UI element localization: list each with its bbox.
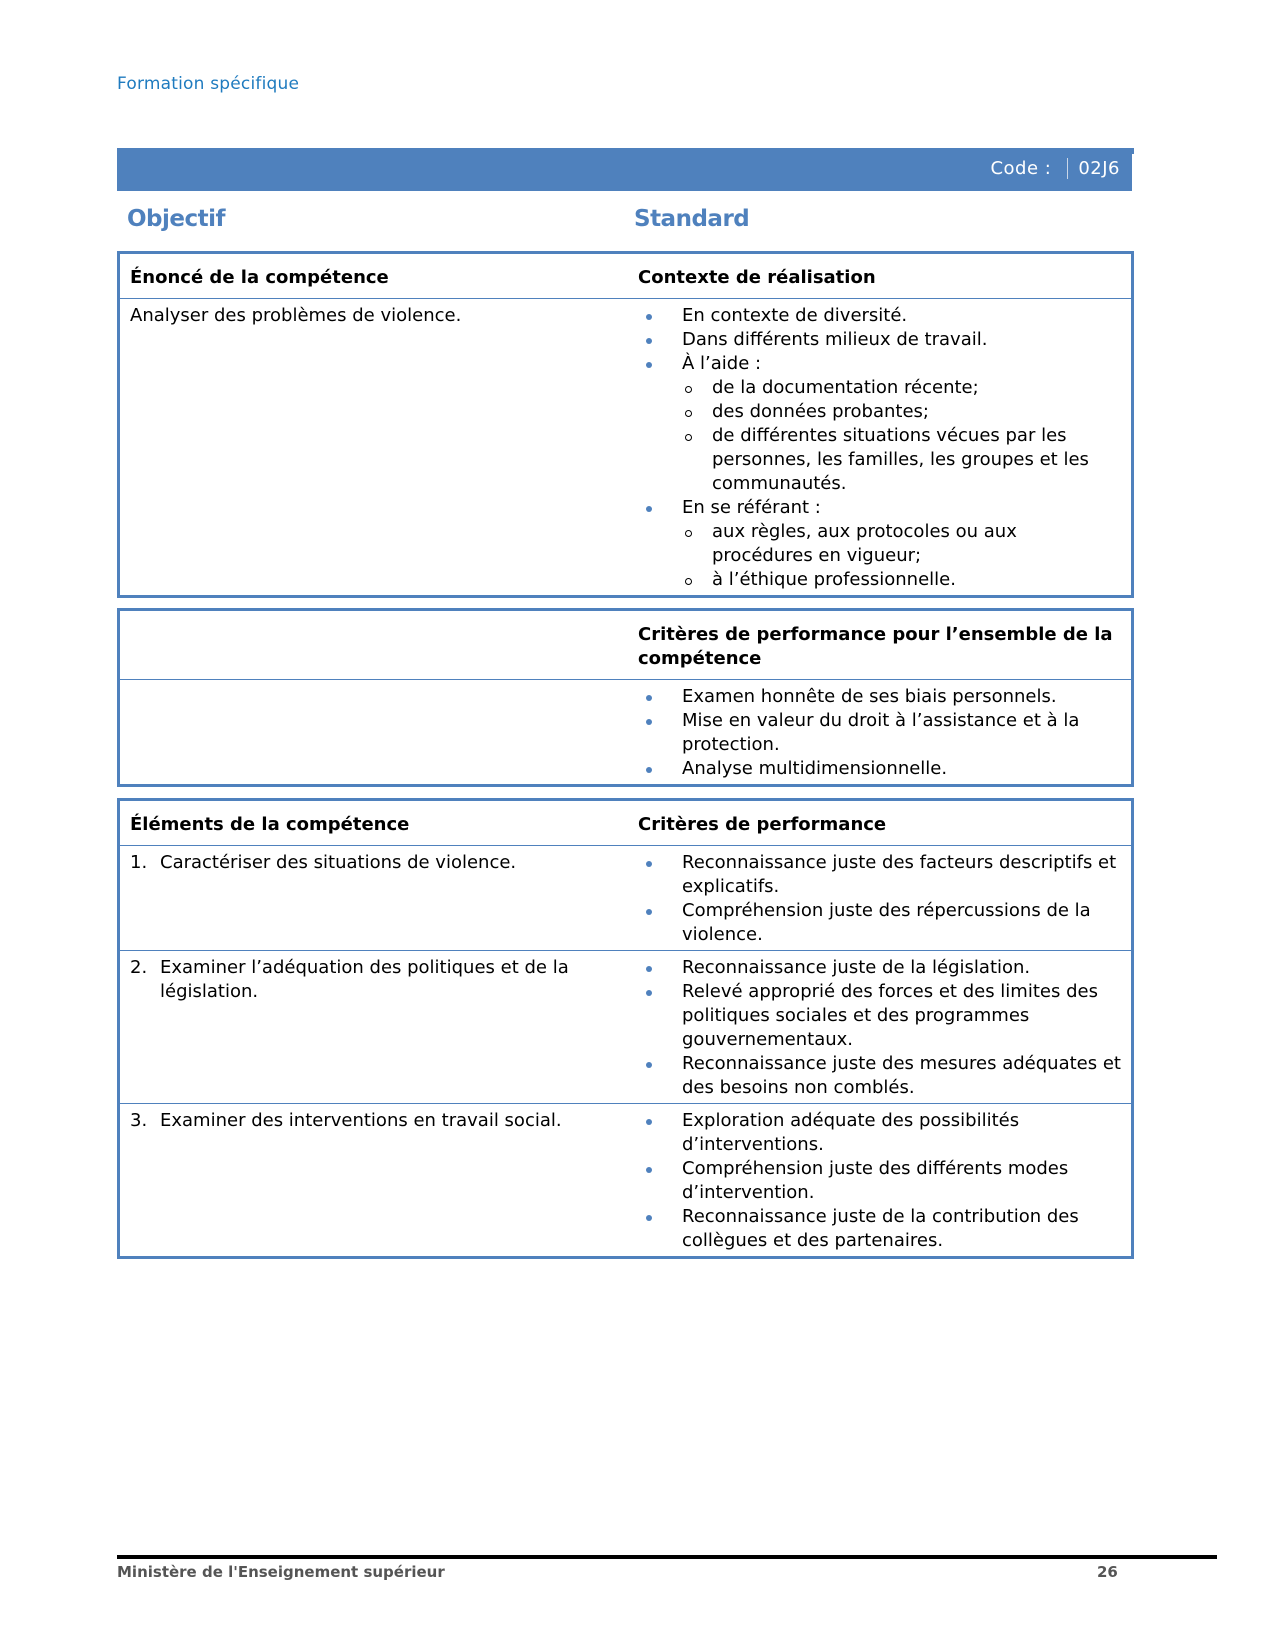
sub-list: [682, 520, 1121, 592]
list-item: Reconnaissance juste des mesures adéquates et des besoins non comblés.: [638, 1052, 1121, 1100]
empty-header: [119, 610, 629, 680]
sub-list-item: à l’éthique professionnelle.: [682, 568, 1121, 592]
elements-header: Éléments de la compétence: [130, 814, 410, 835]
footer-divider: [117, 1555, 1217, 1559]
table-row: [119, 1104, 1133, 1258]
banner-edge: [1132, 154, 1134, 191]
list-item: Reconnaissance juste de la contribution des collègues et des partenaires.: [638, 1205, 1121, 1253]
element-text: Examiner l’adéquation des politiques et de la législation.: [160, 957, 569, 1002]
competency-elements-table: [117, 798, 1134, 1259]
code-label: Code :: [990, 158, 1052, 179]
element-item: 2. Examiner l’adéquation des politiques et de la législation.: [130, 957, 569, 1002]
list-item: Analyse multidimensionnelle.: [638, 757, 1121, 781]
section-title-standard: Standard: [634, 206, 750, 232]
performance-criteria-header: Critères de performance: [638, 814, 887, 835]
table-header-row: [119, 610, 1133, 680]
context-cell: [628, 299, 1133, 597]
table-header-row: [119, 253, 1133, 299]
list-item: Mise en valeur du droit à l’assistance et à la protection.: [638, 709, 1121, 757]
statement-header: Énoncé de la compétence: [130, 267, 389, 288]
competency-statement-table: [117, 251, 1134, 598]
table-row: [119, 951, 1133, 1104]
table-row: [119, 299, 1133, 597]
list-item: Examen honnête de ses biais personnels.: [638, 685, 1121, 709]
element-item: 1. Caractériser des situations de violence.: [130, 852, 517, 873]
competency-statement: Analyser des problèmes de violence.: [119, 299, 629, 597]
overall-criteria-table: [117, 608, 1134, 787]
list-item: Relevé approprié des forces et des limites des politiques sociales et des programmes gouvernementaux.: [638, 980, 1121, 1052]
sub-list-item: de la documentation récente;: [682, 376, 1121, 400]
criteria-list: [638, 1109, 1121, 1253]
criteria-list: [638, 956, 1121, 1100]
section-title-objectif: Objectif: [127, 206, 226, 232]
table-header-row: [119, 800, 1133, 846]
context-header: Contexte de réalisation: [638, 267, 876, 288]
page-number: 26: [1097, 1563, 1118, 1581]
context-list: [638, 304, 1121, 592]
criteria-list: [638, 851, 1121, 947]
sub-list-item: des données probantes;: [682, 400, 1121, 424]
table-row: [119, 846, 1133, 951]
list-item: Dans différents milieux de travail.: [638, 328, 1121, 352]
list-item: Exploration adéquate des possibilités d’interventions.: [638, 1109, 1121, 1157]
empty-cell: [119, 680, 629, 786]
course-code: [990, 158, 1120, 179]
criteria-list: [638, 685, 1121, 781]
list-item: À l’aide : de la documentation récente; des données probantes; de différentes situations vécues par les personnes, les familles, les groupes et les communautés.: [638, 352, 1121, 496]
list-item: Reconnaissance juste des facteurs descriptifs et explicatifs.: [638, 851, 1121, 899]
footer-publisher: Ministère de l'Enseignement supérieur: [117, 1563, 445, 1581]
sub-list: [682, 376, 1121, 496]
running-header: Formation spécifique: [117, 74, 300, 94]
overall-criteria-cell: [628, 680, 1133, 786]
table-row: [119, 680, 1133, 786]
element-item: 3. Examiner des interventions en travail social.: [130, 1110, 562, 1131]
element-text: Caractériser des situations de violence.: [160, 852, 517, 873]
sub-list-item: de différentes situations vécues par les personnes, les familles, les groupes et les communautés.: [682, 424, 1121, 496]
overall-criteria-header: Critères de performance pour l’ensemble de la compétence: [638, 624, 1113, 669]
sub-list-item: aux règles, aux protocoles ou aux procédures en vigueur;: [682, 520, 1121, 568]
list-item: Compréhension juste des répercussions de la violence.: [638, 899, 1121, 947]
list-item: En se référant : aux règles, aux protocoles ou aux procédures en vigueur; à l’éthique professionnelle.: [638, 496, 1121, 592]
code-banner: [117, 148, 1134, 191]
element-text: Examiner des interventions en travail social.: [160, 1110, 562, 1131]
list-item: En contexte de diversité.: [638, 304, 1121, 328]
code-value: 02J6: [1067, 158, 1120, 179]
list-item: Compréhension juste des différents modes d’intervention.: [638, 1157, 1121, 1205]
list-item: Reconnaissance juste de la législation.: [638, 956, 1121, 980]
